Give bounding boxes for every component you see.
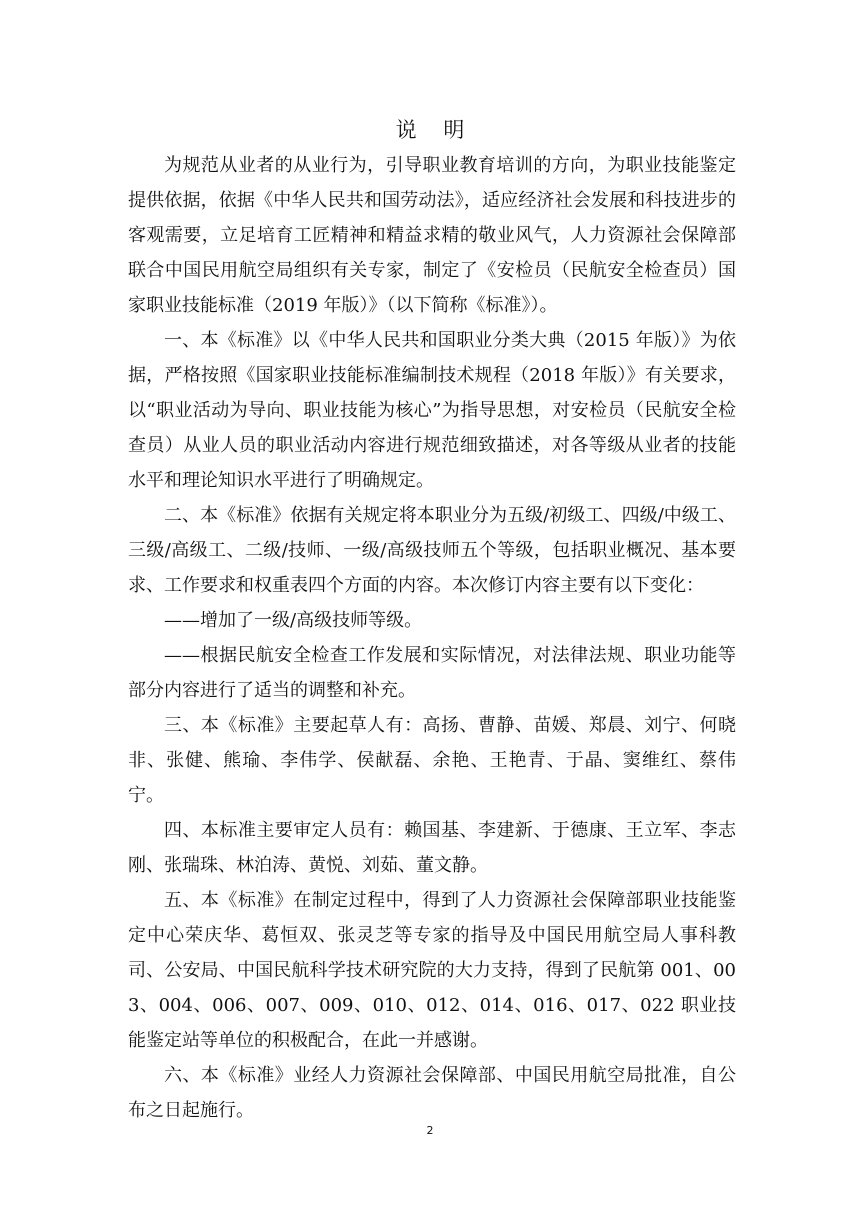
paragraph-1: 一、本《标准》以《中华人民共和国职业分类大典（2015 年版）》为依据，严格按照《国家职业技能标准编制技术规程（2018 年版）》有关要求，以“职业活动为导向、职业技能为核心”为指导思想，对安检员（民航安全检查员）从业人员的职业活动内容进行规范细致描述，对各等级从业者的技能水平和理论知识水平进行了明确规定。 [128, 330, 736, 491]
paragraph-change-2: ——根据民航安全检查工作发展和实际情况，对法律法规、职业功能等部分内容进行了适当的调整和补充。 [128, 645, 736, 701]
paragraph-2: 二、本《标准》依据有关规定将本职业分为五级/初级工、四级/中级工、三级/高级工、二级/技师、一级/高级技师五个等级，包括职业概况、基本要求、工作要求和权重表四个方面的内容。本次修订内容主要有以下变化： [128, 505, 736, 596]
paragraph-intro: 为规范从业者的从业行为，引导职业教育培训的方向，为职业技能鉴定提供依据，依据《中华人民共和国劳动法》，适应经济社会发展和科技进步的客观需要，立足培育工匠精神和精益求精的敬业风气，人力资源社会保障部联合中国民用航空局组织有关专家，制定了《安检员（民航安全检查员）国家职业技能标准（2019 年版）》（以下简称《标准》）。 [128, 155, 736, 316]
paragraph-change-1: ——增加了一级/高级技师等级。 [164, 610, 423, 631]
paragraph-3-drafters: 三、本《标准》主要起草人有：高扬、曹静、苗媛、郑晨、刘宁、何晓非、张健、熊瑜、李伟学、侯献磊、余艳、王艳青、于晶、窦维红、蔡伟宁。 [128, 715, 736, 806]
page-number: 2 [426, 1124, 434, 1137]
paragraph-6-approval: 六、本《标准》业经人力资源社会保障部、中国民用航空局批准，自公布之日起施行。 [128, 1065, 736, 1121]
paragraph-4-reviewers: 四、本标准主要审定人员有：赖国基、李建新、于德康、王立军、李志刚、张瑞珠、林泊涛、黄悦、刘茹、董文静。 [128, 820, 736, 876]
document-body [128, 148, 736, 1128]
paragraph-5-acknowledgements: 五、本《标准》在制定过程中，得到了人力资源社会保障部职业技能鉴定中心荣庆华、葛恒双、张灵芝等专家的指导及中国民用航空局人事科教司、公安局、中国民航科学技术研究院的大力支持，得到了民航第 001、003、004、006、007、009、010、012、014、016、017、022 职业技能鉴定站等单位的积极配合，在此一并感谢。 [128, 890, 736, 1051]
page-title: 说 明 [395, 118, 465, 142]
